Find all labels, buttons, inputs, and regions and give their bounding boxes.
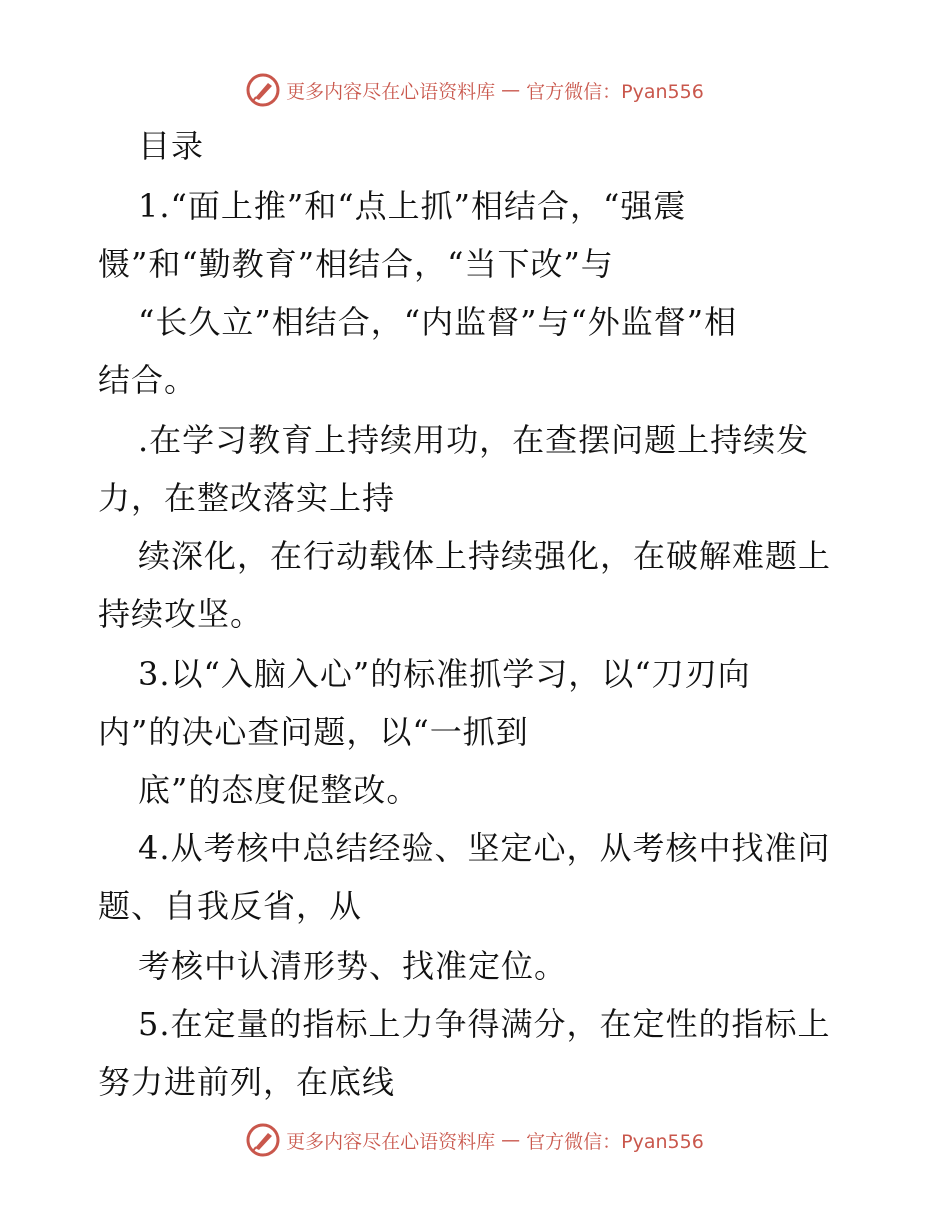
watermark-separator: — [501, 79, 521, 101]
text-line: 持续攻坚。 [98, 595, 264, 633]
text-line: 结合。 [98, 361, 198, 399]
text-line: 内”的决心查问题，以“一抓到 [98, 713, 529, 751]
toc-heading: 目录 [138, 127, 205, 165]
text-line: “长久立”相结合，“内监督”与“外监督”相 [138, 303, 738, 341]
text-line: 慑”和“勤教育”相结合，“当下改”与 [98, 245, 614, 283]
watermark-suffix-text: 官方微信：Pyan556 [526, 80, 704, 103]
text-line: 努力进前列，在底线 [98, 1063, 396, 1101]
quill-logo-icon [246, 73, 280, 107]
text-line: 续深化，在行动载体上持续强化，在破解难题上 [138, 537, 832, 575]
watermark-separator: — [501, 1129, 521, 1151]
text-line: 4.从考核中总结经验、坚定心，从考核中找准问 [138, 829, 831, 867]
text-line: .在学习教育上持续用功，在查摆问题上持续发 [138, 421, 810, 459]
watermark-main-text: 更多内容尽在心语资料库 [286, 80, 496, 103]
watermark-main-text: 更多内容尽在心语资料库 [286, 1130, 496, 1153]
text-line: 底”的态度促整改。 [138, 771, 420, 809]
text-line: 考核中认清形势、找准定位。 [138, 947, 568, 985]
header-watermark [0, 70, 950, 110]
quill-logo-icon [246, 1123, 280, 1157]
watermark-suffix-text: 官方微信：Pyan556 [526, 1130, 704, 1153]
text-line: 力，在整改落实上持 [98, 479, 396, 517]
text-line: 3.以“入脑入心”的标准抓学习，以“刀刃向 [138, 655, 751, 693]
footer-watermark [0, 1120, 950, 1160]
text-line: 题、自我反省，从 [98, 887, 363, 925]
text-line: 5.在定量的指标上力争得满分，在定性的指标上 [138, 1005, 831, 1043]
text-line: 1.“面上推”和“点上抓”相结合，“强震 [138, 187, 687, 225]
